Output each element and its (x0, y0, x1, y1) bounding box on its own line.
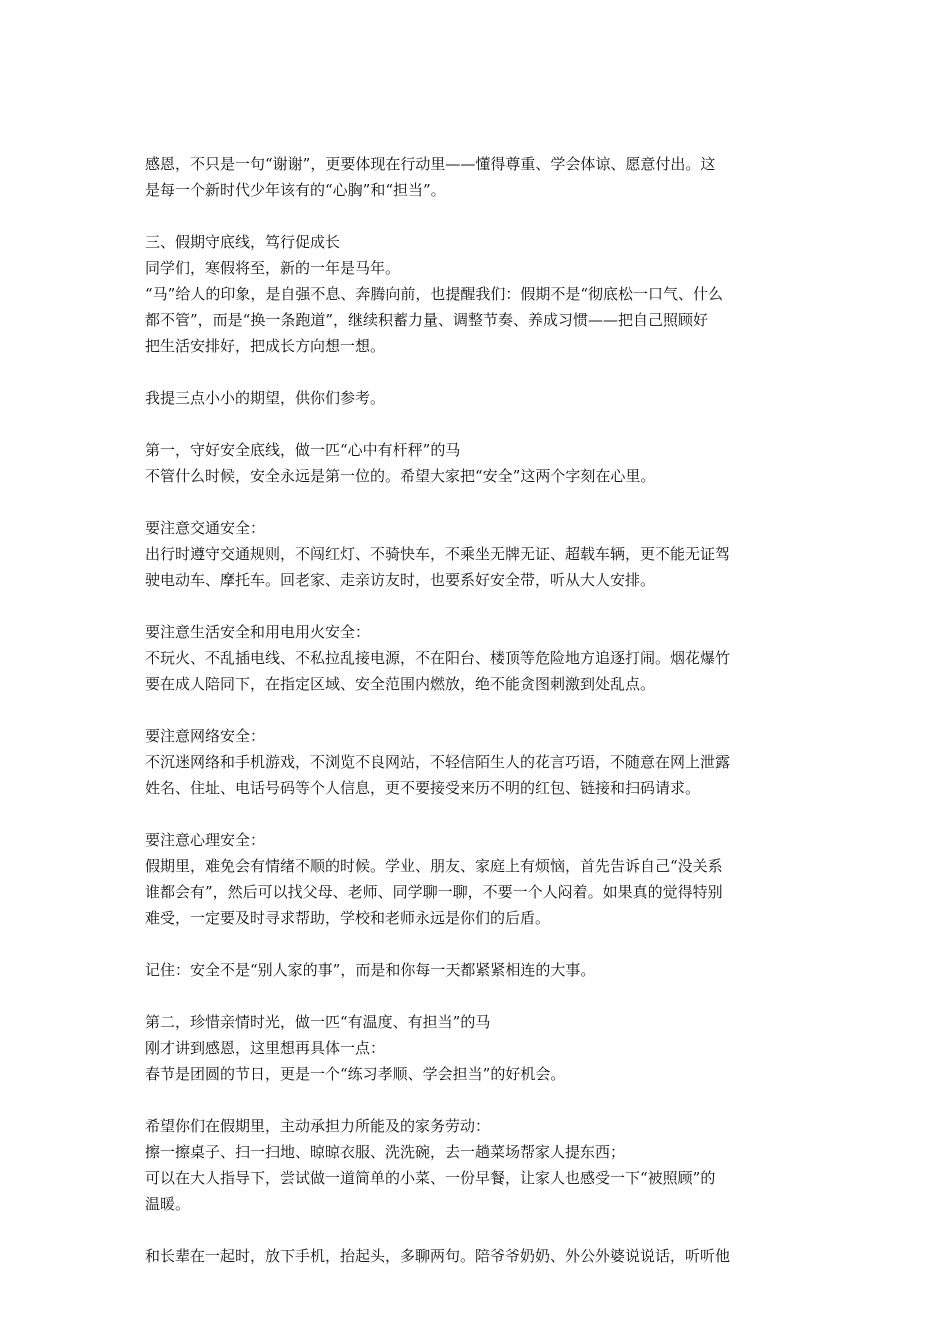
text-line: 假期里，难免会有情绪不顺的时候。学业、朋友、家庭上有烦恼，首先告诉自己“没关系 (145, 857, 723, 875)
text-line: 同学们，寒假将至，新的一年是马年。 (145, 259, 401, 277)
document-body (145, 151, 813, 1269)
text-line: 谁都会有”，然后可以找父母、老师、同学聊一聊，不要一个人闷着。如果真的觉得特别 (145, 883, 723, 901)
text-line: 要注意网络安全： (145, 727, 266, 745)
text-line: 第一，守好安全底线，做一匹“心中有杆秤”的马 (145, 441, 461, 459)
text-line: 难受，一定要及时寻求帮助，学校和老师永远是你们的后盾。 (145, 909, 551, 927)
text-line: 三、假期守底线，笃行促成长 (145, 233, 341, 251)
blank-line (145, 359, 813, 385)
text-line: 春节是团圆的节日，更是一个“练习孝顺、学会担当”的好机会。 (145, 1065, 566, 1083)
blank-line (145, 697, 813, 723)
blank-line (145, 203, 813, 229)
text-line: 都不管”，而是“换一条跑道”，继续积蓄力量、调整节奏、养成习惯——把自己照顾好 (145, 311, 709, 329)
text-line: 是每一个新时代少年该有的“心胸”和“担当”。 (145, 181, 446, 199)
text-line: 我提三点小小的期望，供你们参考。 (145, 389, 386, 407)
text-line: 不玩火、不乱插电线、不私拉乱接电源，不在阳台、楼顶等危险地方追逐打闹。烟花爆竹 (145, 649, 731, 667)
text-line: 出行时遵守交通规则，不闯红灯、不骑快车，不乘坐无牌无证、超载车辆，更不能无证驾 (145, 545, 731, 563)
text-line: 擦一擦桌子、扫一扫地、晾晾衣服、洗洗碗，去一趟菜场帮家人提东西； (145, 1143, 626, 1161)
text-line: 希望你们在假期里，主动承担力所能及的家务劳动： (145, 1117, 491, 1135)
text-line: “马”给人的印象，是自强不息、奔腾向前，也提醒我们：假期不是“彻底松一口气、什么 (145, 285, 724, 303)
text-line: 要在成人陪同下，在指定区域、安全范围内燃放，绝不能贪图刺激到处乱点。 (145, 675, 656, 693)
text-line: 要注意心理安全： (145, 831, 266, 849)
blank-line (145, 489, 813, 515)
blank-line (145, 593, 813, 619)
text-line: 和长辈在一起时，放下手机，抬起头，多聊两句。陪爷爷奶奶、外公外婆说说话，听听他 (145, 1247, 731, 1265)
blank-line (145, 1087, 813, 1113)
text-line: 要注意交通安全： (145, 519, 266, 537)
blank-line (145, 931, 813, 957)
text-line: 可以在大人指导下，尝试做一道简单的小菜、一份早餐，让家人也感受一下“被照顾”的 (145, 1169, 716, 1187)
text-line: 刚才讲到感恩，这里想再具体一点： (145, 1039, 386, 1057)
text-line: 第二，珍惜亲情时光，做一匹“有温度、有担当”的马 (145, 1013, 491, 1031)
text-line: 把生活安排好，把成长方向想一想。 (145, 337, 386, 355)
blank-line (145, 1217, 813, 1243)
blank-line (145, 411, 813, 437)
text-line: 不沉迷网络和手机游戏，不浏览不良网站，不轻信陌生人的花言巧语，不随意在网上泄露 (145, 753, 731, 771)
text-line: 要注意生活安全和用电用火安全： (145, 623, 371, 641)
text-line: 感恩，不只是一句“谢谢”，更要体现在行动里——懂得尊重、学会体谅、愿意付出。这 (145, 155, 716, 173)
text-line: 驶电动车、摩托车。回老家、走亲访友时，也要系好安全带，听从大人安排。 (145, 571, 656, 589)
text-line: 温暖。 (145, 1195, 191, 1213)
text-line: 不管什么时候，安全永远是第一位的。希望大家把“安全”这两个字刻在心里。 (145, 467, 656, 485)
blank-line (145, 801, 813, 827)
blank-line (145, 983, 813, 1009)
text-line: 记住：安全不是“别人家的事”，而是和你每一天都紧紧相连的大事。 (145, 961, 596, 979)
text-line: 姓名、住址、电话号码等个人信息，更不要接受来历不明的红包、链接和扫码请求。 (145, 779, 701, 797)
